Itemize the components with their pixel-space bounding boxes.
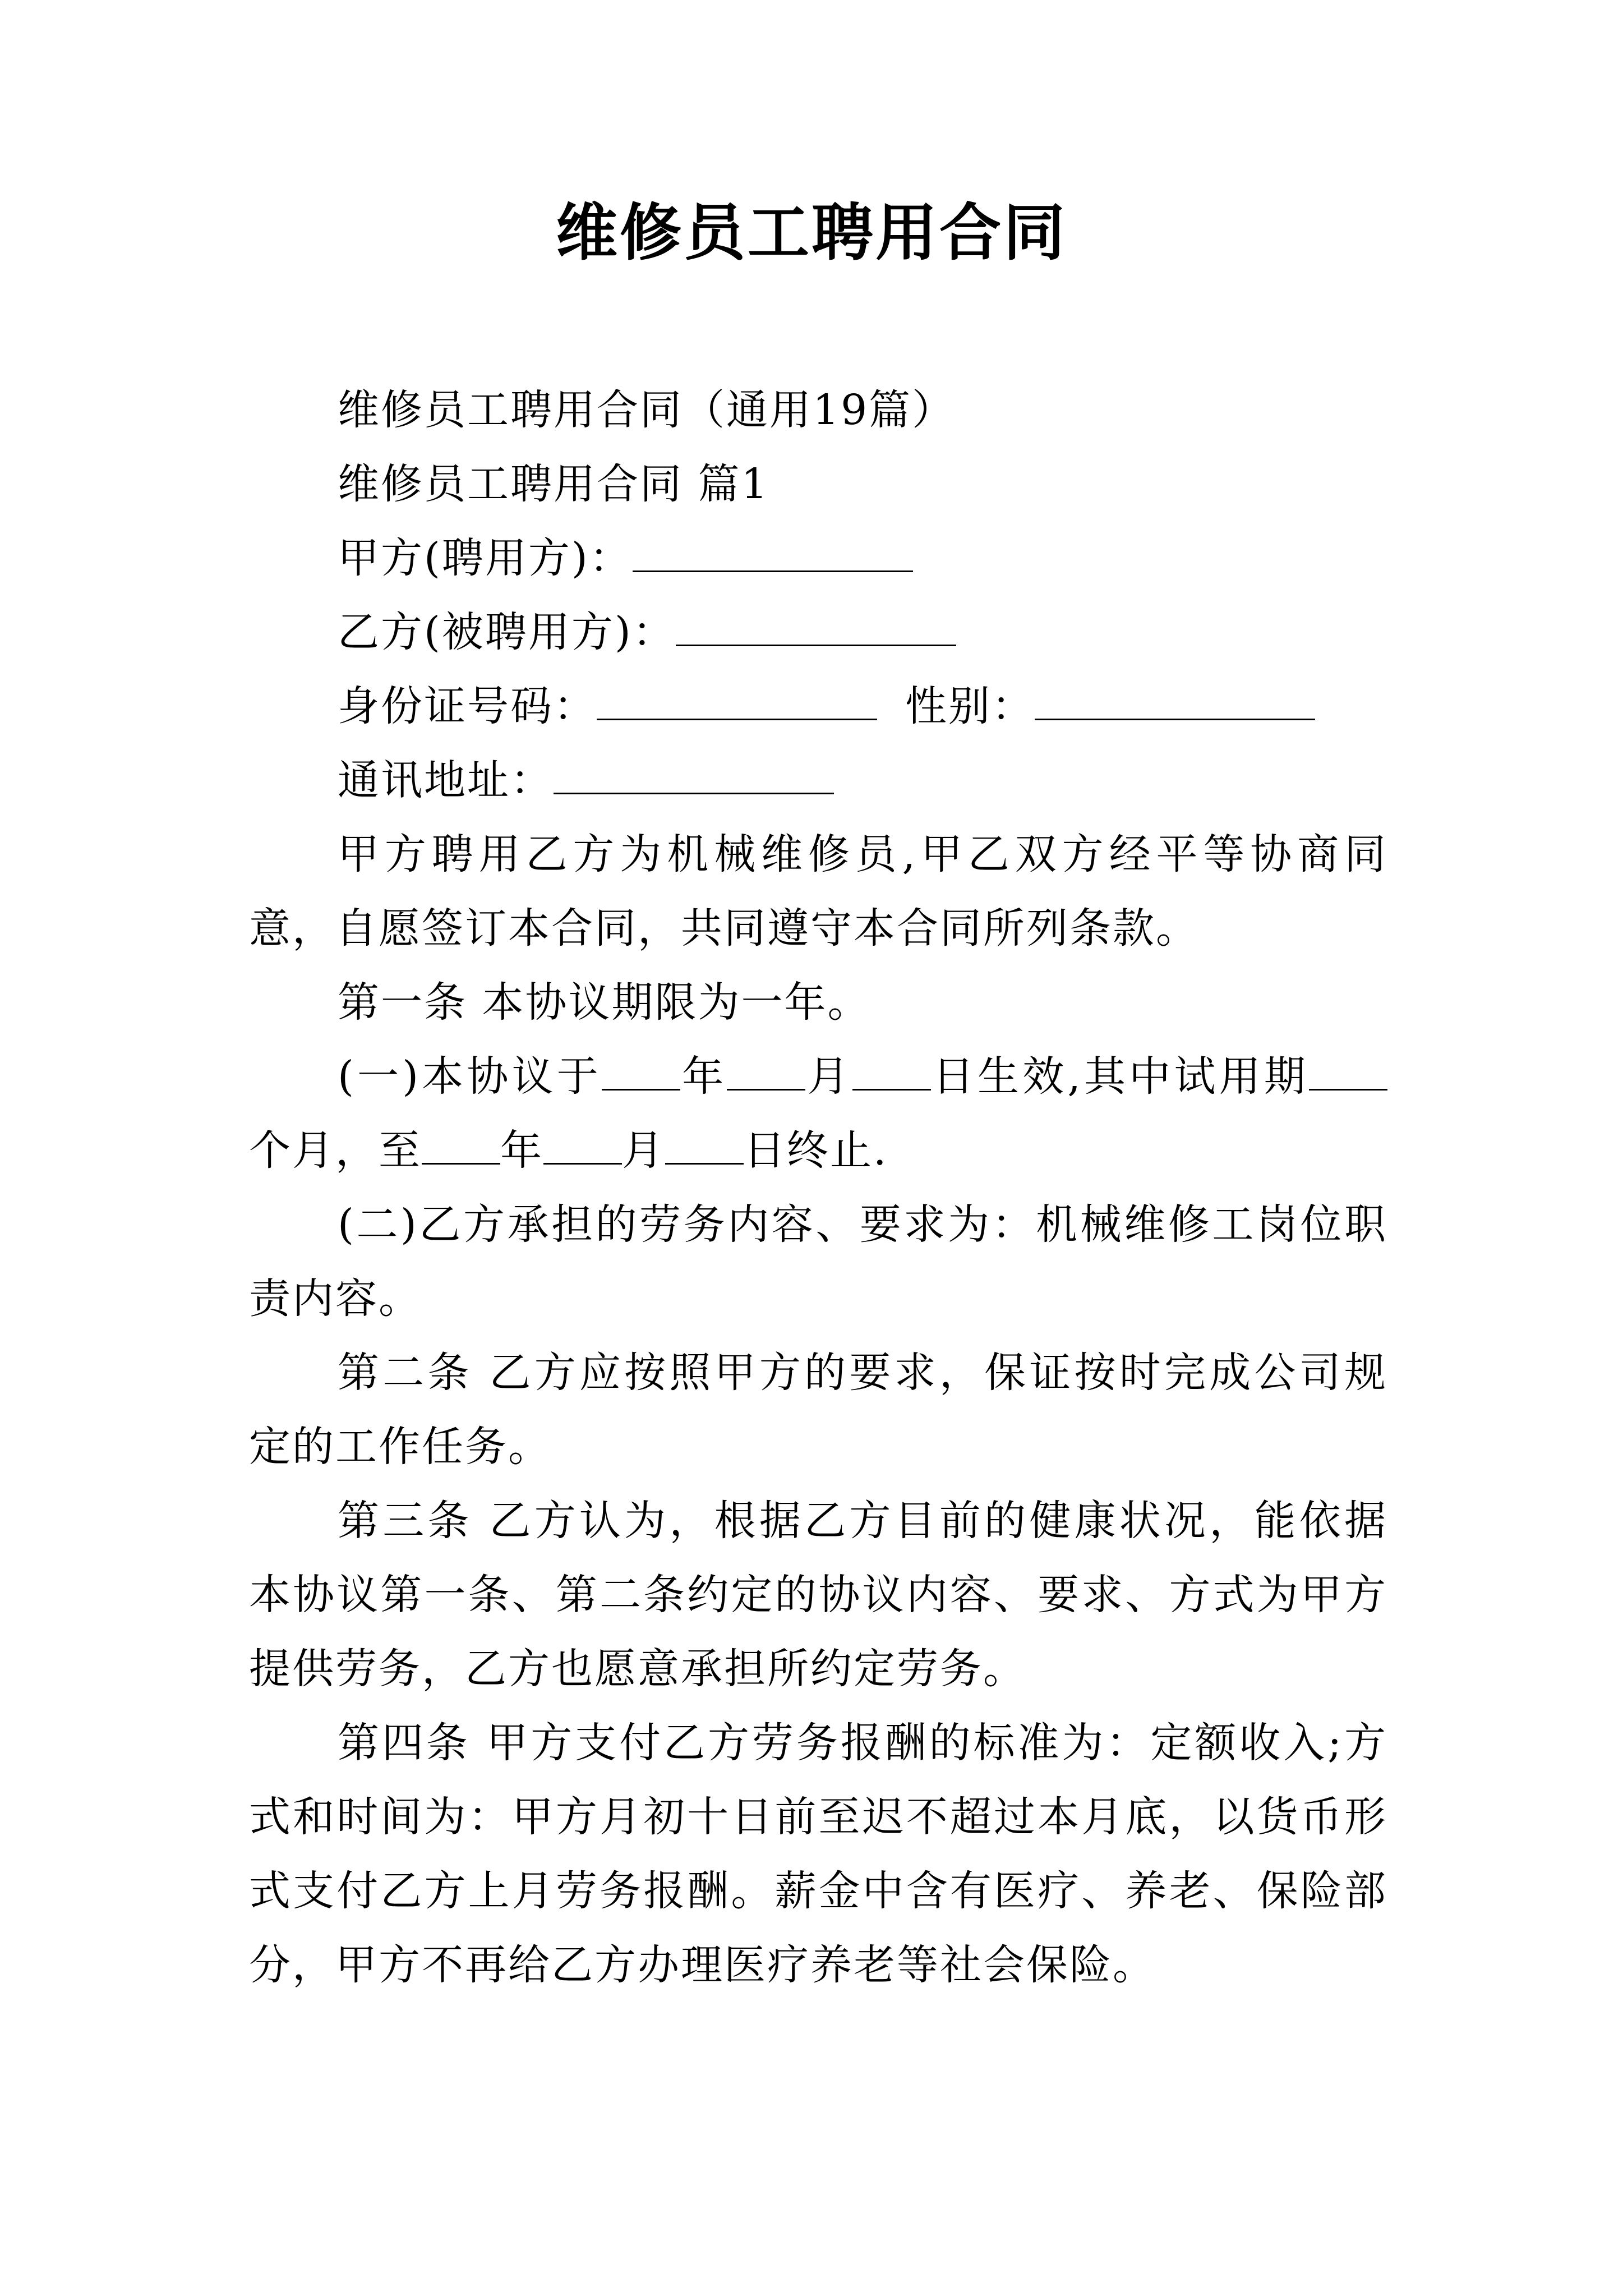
end-year-blank: [422, 1121, 500, 1165]
end-day-blank: [665, 1121, 744, 1165]
id-blank: [597, 677, 877, 720]
document-body: [249, 373, 1387, 2002]
start-day-blank: [852, 1047, 931, 1091]
clause-1-month: 月: [805, 1052, 852, 1101]
address-blank: [554, 751, 834, 794]
clause-1-year2: 年: [500, 1126, 543, 1175]
start-year-blank: [602, 1047, 680, 1091]
article-3: 第三条 乙方认为，根据乙方目前的健康状况，能依据本协议第一条、第二条约定的协议内容、要求、方式为甲方提供劳务，乙方也愿意承担所约定劳务。: [249, 1497, 1387, 1693]
party-a-blank: [633, 529, 913, 572]
section-heading: 维修员工聘用合同 篇1: [338, 460, 769, 508]
end-month-blank: [543, 1121, 622, 1165]
clause-1: [249, 1039, 1387, 1188]
address-line: [249, 743, 1387, 817]
clause-1-year: 年: [680, 1052, 727, 1101]
clause-1-until: 个月，至: [249, 1126, 422, 1175]
article-4: 第四条 甲方支付乙方劳务报酬的标准为：定额收入;方式和时间为：甲方月初十日前至迟不超过本月底，以货币形式支付乙方上月劳务报酬。薪金中含有医疗、养老、保险部分，甲方不再给乙方办理医疗养老等社会保险。: [249, 1719, 1387, 1989]
article-1: 第一条 本协议期限为一年。: [338, 978, 871, 1027]
clause-2: (二)乙方承担的劳务内容、要求为：机械维修工岗位职责内容。: [249, 1200, 1387, 1323]
start-month-blank: [727, 1047, 805, 1091]
intro-paragraph: 甲方聘用乙方为机械维修员,甲乙双方经平等协商同意，自愿签订本合同，共同遵守本合同所列条款。: [249, 830, 1387, 953]
id-label: 身份证号码：: [338, 682, 597, 730]
probation-blank: [1309, 1047, 1387, 1091]
party-a-line: [249, 521, 1387, 595]
address-label: 通讯地址：: [338, 756, 554, 804]
clause-1-text: (一)本协议于: [338, 1052, 602, 1101]
party-a-label: 甲方(聘用方)：: [338, 534, 633, 582]
clause-1-end: 日终止.: [744, 1126, 888, 1175]
article-2: 第二条 乙方应按照甲方的要求，保证按时完成公司规定的工作任务。: [249, 1349, 1387, 1471]
clause-1-effective: 日生效,其中试用期: [930, 1052, 1309, 1101]
document-title: 维修员工聘用合同: [556, 196, 1067, 269]
clause-1-month2: 月: [622, 1126, 665, 1175]
gender-blank: [1035, 677, 1315, 720]
id-gender-line: [249, 669, 1387, 743]
party-b-line: [249, 595, 1387, 669]
party-b-label: 乙方(被聘用方)：: [338, 608, 676, 656]
gender-label: 性别：: [905, 682, 1035, 730]
party-b-blank: [676, 603, 956, 646]
document-subtitle: 维修员工聘用合同（通用19篇）: [338, 386, 956, 434]
